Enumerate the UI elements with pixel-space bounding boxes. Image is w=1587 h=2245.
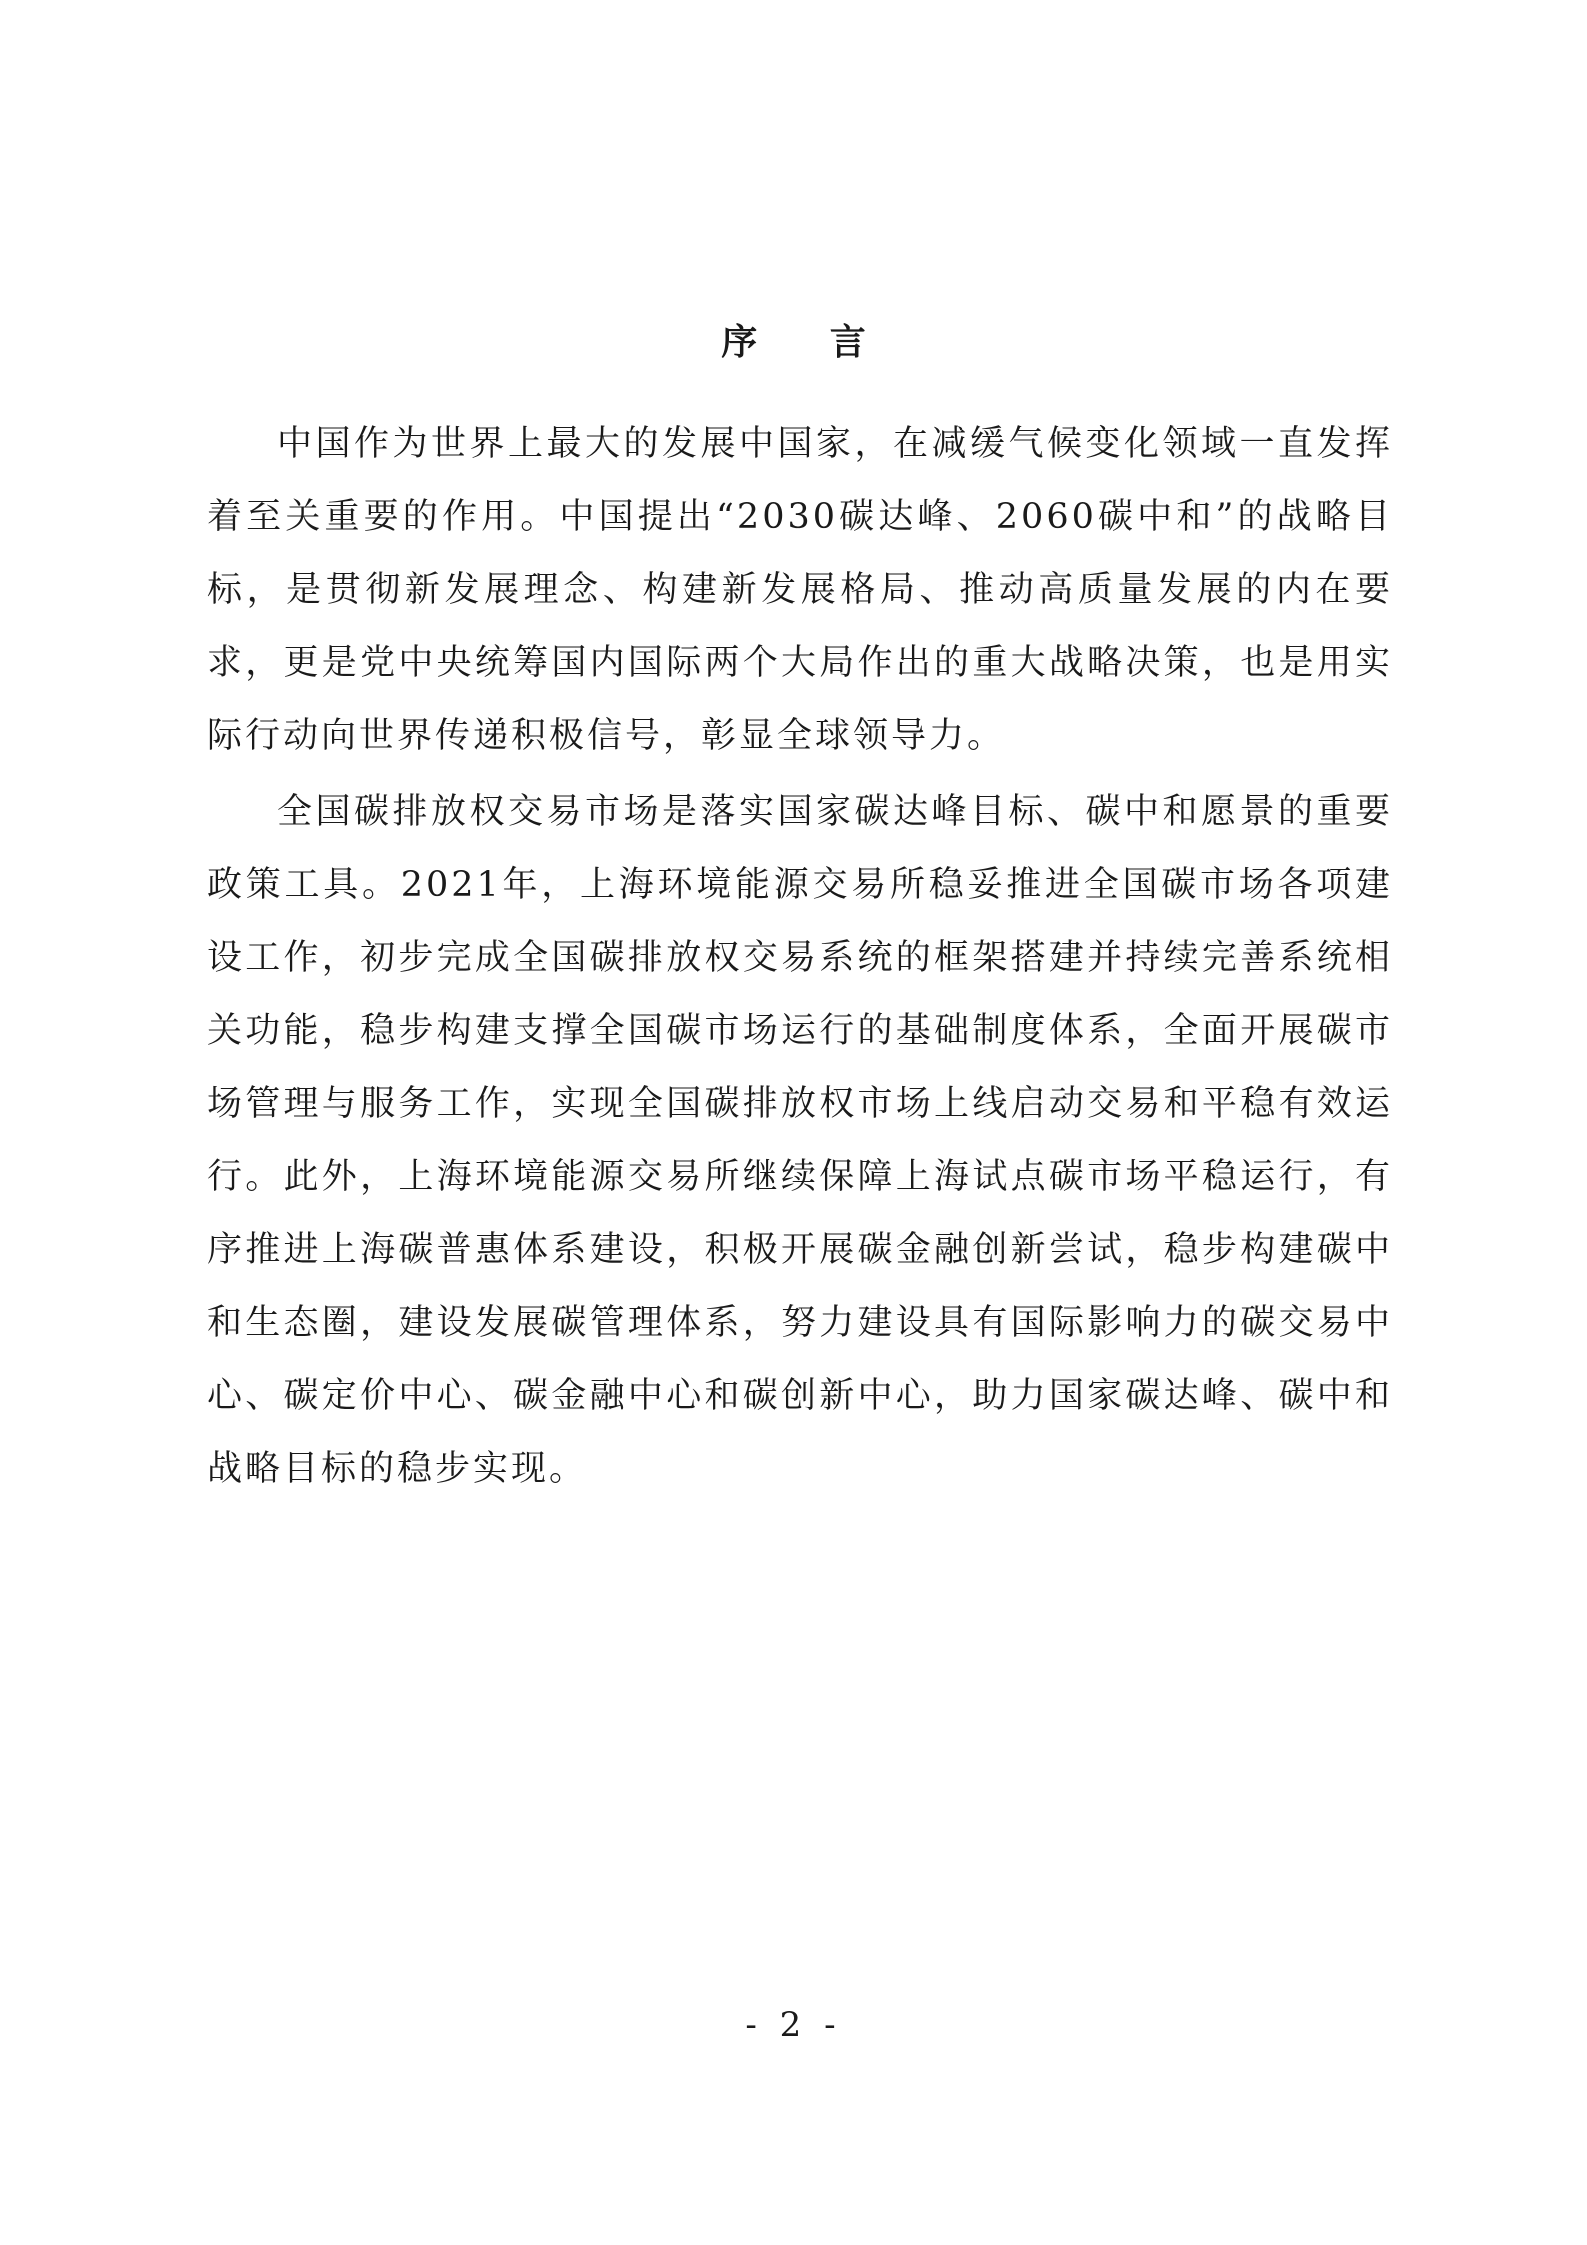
body-text — [207, 408, 1393, 1509]
paragraph-2: 全国碳排放权交易市场是落实国家碳达峰目标、碳中和愿景的重要政策工具。2021年，上海环境能源交易所稳妥推进全国碳市场各项建设工作，初步完成全国碳排放权交易系统的框架搭建并持续完善系统相关功能，稳步构建支撑全国碳市场运行的基础制度体系，全面开展碳市场管理与服务工作，实现全国碳排放权市场上线启动交易和平稳有效运行。此外，上海环境能源交易所继续保障上海试点碳市场平稳运行，有序推进上海碳普惠体系建设，积极开展碳金融创新尝试，稳步构建碳中和生态圈，建设发展碳管理体系，努力建设具有国际影响力的碳交易中心、碳定价中心、碳金融中心和碳创新中心，助力国家碳达峰、碳中和战略目标的稳步实现。 — [207, 792, 1393, 1489]
page-number: - 2 - — [745, 2005, 842, 2045]
paragraph-1: 中国作为世界上最大的发展中国家，在减缓气候变化领域一直发挥着至关重要的作用。中国提出“2030碳达峰、2060碳中和”的战略目标，是贯彻新发展理念、构建新发展格局、推动高质量发展的内在要求，更是党中央统筹国内国际两个大局作出的重大战略决策，也是用实际行动向世界传递积极信号，彰显全球领导力。 — [207, 424, 1393, 756]
page-title: 序 言 — [721, 322, 896, 363]
